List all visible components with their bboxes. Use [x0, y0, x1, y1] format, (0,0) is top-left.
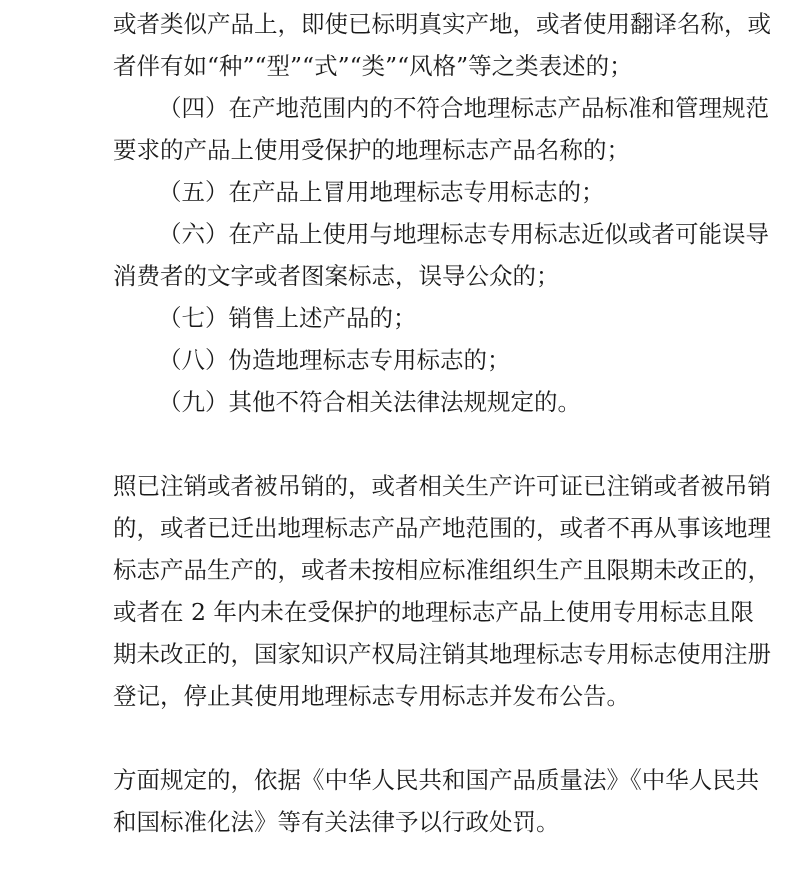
- text-line: 消费者的文字或者图案标志，误导公众的；: [113, 262, 560, 290]
- text-line: 的，或者已迁出地理标志产品产地范围的，或者不再从事该地理: [113, 514, 771, 542]
- text-line: （六）在产品上使用与地理标志专用标志近似或者可能误导: [158, 220, 769, 248]
- text-line: 或者类似产品上，即使已标明真实产地，或者使用翻译名称，或: [113, 10, 771, 38]
- text-line: （九）其他不符合相关法律法规规定的。: [158, 388, 581, 416]
- text-line: 标志产品生产的，或者未按相应标准组织生产且限期未改正的，: [113, 556, 771, 584]
- text-line: 期未改正的，国家知识产权局注销其地理标志专用标志使用注册: [113, 640, 771, 668]
- text-line: 或者在 2 年内未在受保护的地理标志产品上使用专用标志且限: [113, 598, 754, 626]
- article-32-line: [158, 722, 799, 754]
- article-31-line: [158, 428, 799, 460]
- text-line: （七）销售上述产品的；: [158, 304, 417, 332]
- text-line: （五）在产品上冒用地理标志专用标志的；: [158, 178, 605, 206]
- text-line: （四）在产地范围内的不符合地理标志产品标准和管理规范: [158, 94, 769, 122]
- text-line: 和国标准化法》等有关法律予以行政处罚。: [113, 808, 560, 836]
- text-line: 登记，停止其使用地理标志专用标志并发布公告。: [113, 682, 630, 710]
- text-line: 要求的产品上使用受保护的地理标志产品名称的；: [113, 136, 630, 164]
- text-line: 方面规定的，依据《中华人民共和国产品质量法》《中华人民共: [113, 766, 760, 794]
- text-line: 者伴有如“种”“型”“式”“类”“风格”等之类表述的；: [113, 52, 633, 80]
- text-line: 照已注销或者被吊销的，或者相关生产许可证已注销或者被吊销: [113, 472, 771, 500]
- text-line: （八）伪造地理标志专用标志的；: [158, 346, 511, 374]
